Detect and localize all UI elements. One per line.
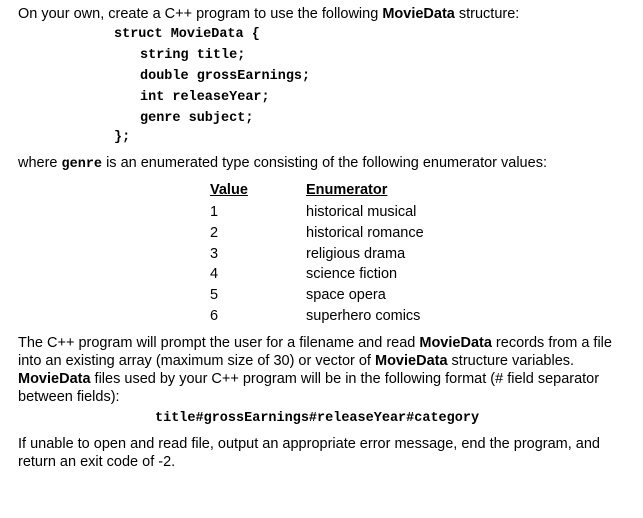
- code-line-6: };: [114, 130, 131, 145]
- code-line-1: struct MovieData {: [114, 27, 260, 42]
- intro-suffix: structure:: [454, 6, 520, 22]
- enum-header-enumerator: Enumerator: [306, 182, 388, 198]
- enum-row-enumerator: historical romance: [306, 225, 424, 241]
- enum-row-value: 4: [210, 266, 219, 282]
- intro-line: [18, 6, 519, 22]
- para2-text-1: The C++ program will prompt the user for a filename and read: [18, 335, 420, 351]
- where-line: [18, 155, 547, 172]
- enum-row-enumerator: space opera: [306, 287, 386, 303]
- enum-row-enumerator: religious drama: [306, 246, 406, 262]
- para2-bold-2: MovieData: [375, 353, 448, 369]
- para2-bold-3: MovieData: [18, 371, 91, 387]
- para2-text-3: structure variables.: [447, 353, 575, 369]
- error-paragraph: If unable to open and read file, output an appropriate error message, end the program, and return an exit code of -2.: [18, 436, 600, 470]
- enum-row-value: 6: [210, 308, 219, 324]
- where-prefix: where: [18, 155, 62, 171]
- para2-text-4: files used by your C++ program will be in the following format (# field separator between fields):: [18, 371, 600, 405]
- enum-row-value: 1: [210, 204, 219, 220]
- para2-bold-1: MovieData: [419, 335, 492, 351]
- enum-row-enumerator: superhero comics: [306, 308, 421, 324]
- enum-header-value: Value: [210, 182, 248, 198]
- code-line-3: double grossEarnings;: [140, 69, 311, 84]
- enum-row-value: 2: [210, 225, 219, 241]
- where-keyword: genre: [61, 157, 103, 172]
- code-line-5: genre subject;: [140, 111, 254, 126]
- code-line-2: string title;: [140, 48, 246, 63]
- enum-row-enumerator: historical musical: [306, 204, 417, 220]
- where-suffix: is an enumerated type consisting of the following enumerator values:: [102, 155, 547, 171]
- enum-row-value: 5: [210, 287, 219, 303]
- enum-row-value: 3: [210, 246, 219, 262]
- intro-struct-name: MovieData: [382, 6, 455, 22]
- enum-row-enumerator: science fiction: [306, 266, 398, 282]
- format-line: title#grossEarnings#releaseYear#category: [155, 411, 480, 426]
- para2-text-2: records from a file into an existing array (maximum size of 30) or vector of: [18, 335, 612, 369]
- code-line-4: int releaseYear;: [140, 90, 270, 105]
- description-paragraph: [18, 334, 630, 406]
- intro-prefix: On your own, create a C++ program to use the following: [18, 6, 383, 22]
